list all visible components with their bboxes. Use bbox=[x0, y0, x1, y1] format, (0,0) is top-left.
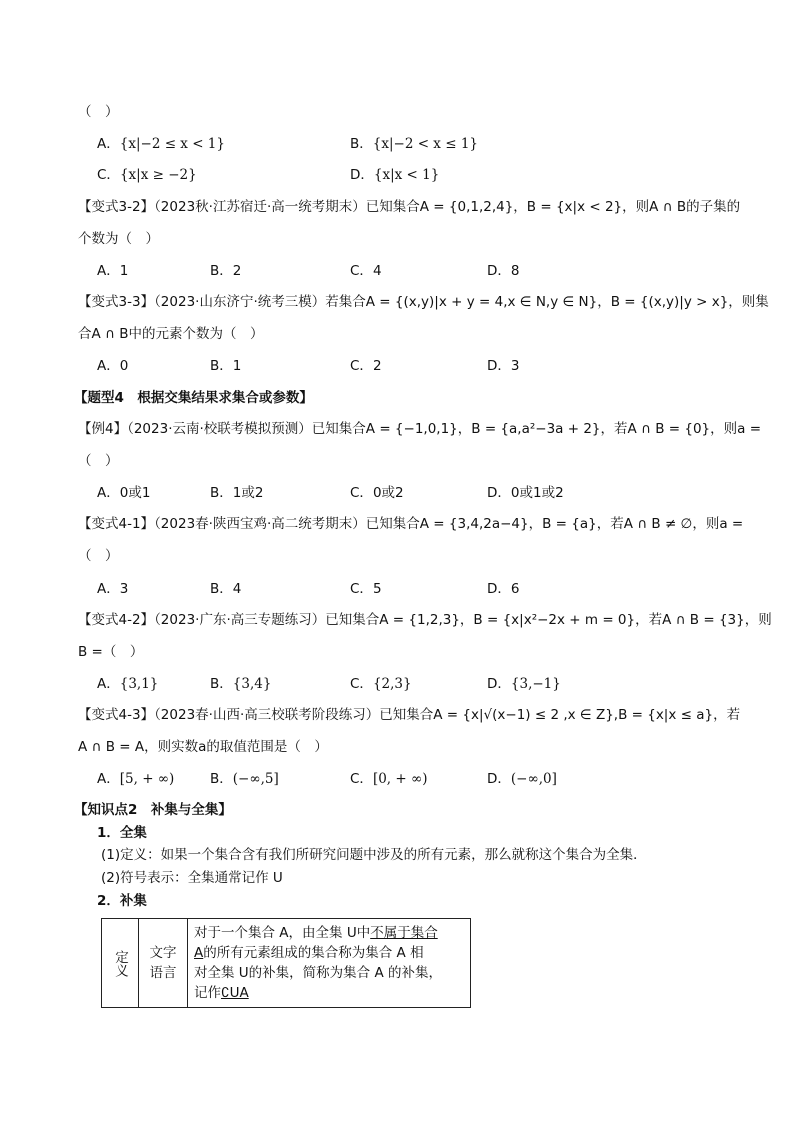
section-title-kp2: 【知识点2 补集与全集】 bbox=[74, 802, 232, 818]
option-c: C．2 bbox=[350, 358, 382, 374]
option-a: A．0 bbox=[97, 358, 129, 374]
option-b: B．{3,4} bbox=[210, 676, 272, 692]
option-b: B．1或2 bbox=[210, 485, 264, 501]
option-b: B．1 bbox=[210, 358, 242, 374]
subheading-universal-set: 1．全集 bbox=[97, 825, 147, 841]
table-content: 对于一个集合 A，由全集 U中不属于集合 A的所有元素组成的集合称为集合 A 相 对全集 U的补集，简称为集合 A 的补集， 记作∁UA bbox=[188, 919, 471, 1008]
option-c: C．{2,3} bbox=[350, 676, 412, 692]
question-stem: 【变式4-3】（2023春·山西·高三校联考阶段练习）已知集合A = {x|√(x−1) ≤ 2 ,x ∈ Z},B = {x|x ≤ a}，若 bbox=[78, 707, 741, 723]
subheading-complement: 2．补集 bbox=[97, 893, 147, 909]
answer-paren: （ ） bbox=[78, 104, 119, 120]
option-d: D．(−∞,0] bbox=[487, 771, 557, 787]
option-b: B．(−∞,5] bbox=[210, 771, 279, 787]
option-d: D．0或1或2 bbox=[487, 485, 564, 501]
option-c: C．4 bbox=[350, 263, 382, 279]
question-stem-cont: （ ） bbox=[78, 453, 119, 469]
question-stem-cont: 个数为（ ） bbox=[78, 231, 159, 247]
option-a: A．{3,1} bbox=[97, 676, 159, 692]
option-a: A．1 bbox=[97, 263, 129, 279]
option-c: C．0或2 bbox=[350, 485, 404, 501]
complement-definition-table bbox=[101, 918, 471, 1008]
option-a: A．{x|−2 ≤ x < 1} bbox=[97, 136, 225, 152]
option-a: A．3 bbox=[97, 581, 129, 597]
question-stem: 【变式3-3】（2023·山东济宁·统考三模）若集合A = {(x,y)|x + y = 4,x ∈ N,y ∈ N}，B = {(x,y)|y > x}，则集 bbox=[78, 294, 769, 310]
question-stem: 【变式4-2】（2023·广东·高三专题练习）已知集合A = {1,2,3}，B = {x|x²−2x + m = 0}，若A ∩ B = {3}，则 bbox=[78, 612, 772, 628]
question-stem-cont: （ ） bbox=[78, 548, 119, 564]
question-stem-cont: 合A ∩ B中的元素个数为（ ） bbox=[78, 326, 264, 342]
option-d: D．{3,−1} bbox=[487, 676, 561, 692]
question-stem-cont: B =（ ） bbox=[78, 644, 144, 660]
symbol-text: (2)符号表示：全集通常记作 U bbox=[101, 870, 283, 886]
question-stem: 【变式3-2】（2023秋·江苏宿迁·高一统考期末）已知集合A = {0,1,2,4}，B = {x|x < 2}，则A ∩ B的子集的 bbox=[78, 199, 741, 215]
question-stem: 【变式4-1】（2023春·陕西宝鸡·高二统考期末）已知集合A = {3,4,2a−4}，B = {a}，若A ∩ B ≠ ∅，则a = bbox=[78, 516, 744, 532]
option-d: D．{x|x < 1} bbox=[350, 167, 440, 183]
option-d: D．6 bbox=[487, 581, 520, 597]
option-b: B．{x|−2 < x ≤ 1} bbox=[350, 136, 478, 152]
option-b: B．2 bbox=[210, 263, 242, 279]
table-row-head: 定义 bbox=[102, 919, 139, 1008]
option-c: C．{x|x ≥ −2} bbox=[97, 167, 197, 183]
option-d: D．8 bbox=[487, 263, 520, 279]
option-c: C．[0, + ∞) bbox=[350, 771, 428, 787]
option-d: D．3 bbox=[487, 358, 520, 374]
table-col-head: 文字 语言 bbox=[139, 919, 188, 1008]
option-a: A．0或1 bbox=[97, 485, 151, 501]
question-stem-cont: A ∩ B = A，则实数a的取值范围是（ ） bbox=[78, 739, 328, 755]
section-title-type4: 【题型4 根据交集结果求集合或参数】 bbox=[74, 390, 313, 406]
option-c: C．5 bbox=[350, 581, 382, 597]
definition-text: (1)定义：如果一个集合含有我们所研究问题中涉及的所有元素，那么就称这个集合为全集． bbox=[101, 847, 647, 863]
question-stem: 【例4】（2023·云南·校联考模拟预测）已知集合A = {−1,0,1}，B = {a,a²−3a + 2}，若A ∩ B = {0}，则a = bbox=[78, 421, 762, 437]
option-a: A．[5, + ∞) bbox=[97, 771, 175, 787]
option-b: B．4 bbox=[210, 581, 242, 597]
